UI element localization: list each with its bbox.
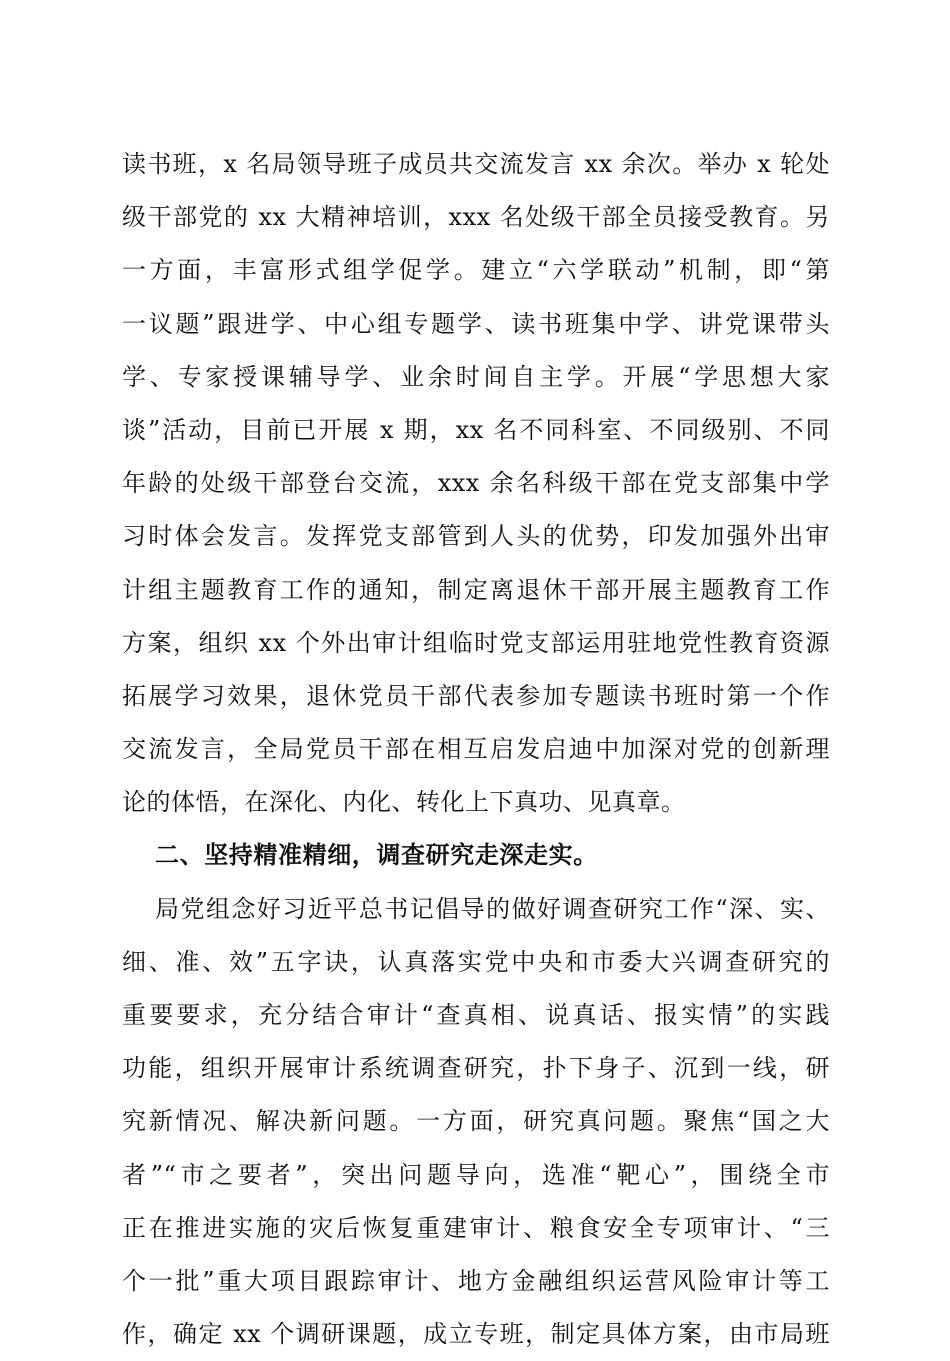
paragraph-1-line: 拓展学习效果，退休党员干部代表参加专题读书班时第一个作 [122,681,830,710]
paragraph-2-line: 究新情况、解决新问题。一方面，研究真问题。聚焦“国之大 [122,1107,830,1136]
paragraph-2-line: 功能，组织开展审计系统调查研究，扑下身子、沉到一线，研 [122,1054,830,1083]
paragraph-1-line: 一方面，丰富形式组学促学。建立“六学联动”机制，即“第 [122,256,830,285]
paragraph-2-line: 个一批”重大项目跟踪审计、地方金融组织运营风险审计等工 [122,1266,830,1295]
paragraph-1-line: 方案，组织 xx 个外出审计组临时党支部运用驻地党性教育资源 [122,628,830,657]
paragraph-2-line: 细、准、效”五字诀，认真落实党中央和市委大兴调查研究的 [122,947,830,976]
paragraph-2-line: 重要要求，充分结合审计“查真相、说真话、报实情”的实践 [122,1001,830,1029]
paragraph-1-line: 一议题”跟进学、中心组专题学、读书班集中学、讲党课带头 [122,309,830,338]
paragraph-1-line: 谈”活动，目前已开展 x 期，xx 名不同科室、不同级别、不同 [122,415,830,444]
paragraph-2-line: 者”“市之要者”，突出问题导向，选准“靶心”，围绕全市 [122,1160,830,1189]
body-text [122,138,830,1361]
paragraph-2-line: 局党组念好习近平总书记倡导的做好调查研究工作“深、实、 [155,894,830,923]
paragraph-1-line: 读书班，x 名局领导班子成员共交流发言 xx 余次。举办 x 轮处 [122,150,830,178]
paragraph-1-line: 计组主题教育工作的通知，制定离退休干部开展主题教育工作 [122,575,830,604]
paragraph-2-line: 作，确定 xx 个调研课题，成立专班，制定具体方案，由市局班 [122,1320,830,1349]
paragraph-1-line: 级干部党的 xx 大精神培训，xxx 名处级干部全员接受教育。另 [122,203,830,232]
paragraph-2-line: 正在推进实施的灾后恢复重建审计、粮食安全专项审计、“三 [122,1213,830,1242]
paragraph-1-line: 交流发言，全局党员干部在相互启发启迪中加深对党的创新理 [122,735,830,764]
paragraph-1-line: 学、专家授课辅导学、业余时间自主学。开展“学思想大家 [122,362,830,391]
paragraph-1-line: 论的体悟，在深化、内化、转化上下真功、见真章。 [122,788,686,817]
paragraph-1-line: 年龄的处级干部登台交流，xxx 余名科级干部在党支部集中学 [122,469,830,498]
paragraph-1-line: 习时体会发言。发挥党支部管到人头的优势，印发加强外出审 [122,522,830,551]
section-heading: 二、坚持精准精细，调查研究走深走实。 [155,841,598,870]
